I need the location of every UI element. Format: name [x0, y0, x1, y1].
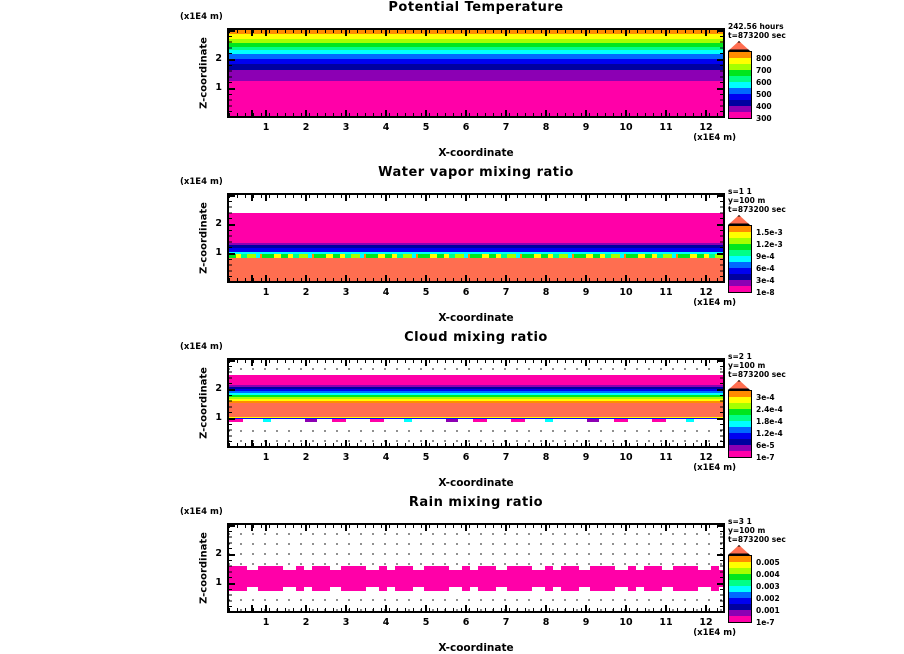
- panel-title: Potential Temperature: [388, 0, 564, 15]
- colorbar-tick-label: 0.005: [756, 557, 780, 567]
- x-tick-label: 10: [619, 617, 633, 628]
- x-tick-label: 1: [262, 452, 270, 463]
- x-axis-unit-label: (x1E4 m): [693, 463, 736, 473]
- contour-band-dots: [229, 525, 723, 566]
- x-tick-label: 9: [582, 617, 590, 628]
- x-axis-unit-label: (x1E4 m): [693, 133, 736, 143]
- x-tick-label: 8: [542, 122, 550, 133]
- colorbar-over-range-triangle: [728, 380, 750, 390]
- x-tick-label: 4: [382, 617, 390, 628]
- z-tick-label: 1: [215, 577, 222, 588]
- x-axis-label: X-coordinate: [438, 642, 514, 654]
- x-tick-label: 6: [462, 122, 470, 133]
- x-tick-label: 7: [502, 617, 510, 628]
- contour-band-magenta: [229, 81, 723, 116]
- contour-band-dots: [229, 360, 723, 375]
- contour-band-dots: [229, 591, 723, 611]
- colorbar-tick-label: 1e-7: [756, 617, 775, 627]
- x-tick-label: 7: [502, 452, 510, 463]
- x-tick-label: 9: [582, 122, 590, 133]
- plot-area: [227, 358, 725, 448]
- colorbar-tick-label: 1e-8: [756, 287, 775, 297]
- contour-band-salmon: [229, 403, 723, 417]
- x-tick-label: 2: [302, 452, 310, 463]
- x-tick-label: 2: [302, 287, 310, 298]
- plot-area: [227, 193, 725, 283]
- x-tick-label: 10: [619, 452, 633, 463]
- z-tick-label: 1: [215, 412, 222, 423]
- x-tick-label: 2: [302, 617, 310, 628]
- z-tick-label: 1: [215, 82, 222, 93]
- x-tick-label: 3: [342, 287, 350, 298]
- x-tick-label: 12: [699, 122, 713, 133]
- panel-title: Cloud mixing ratio: [404, 330, 548, 345]
- x-axis-label: X-coordinate: [438, 477, 514, 489]
- z-axis-unit-label: (x1E4 m): [180, 342, 223, 352]
- x-axis-label: X-coordinate: [438, 147, 514, 159]
- panel-potential-temperature: [0, 0, 904, 165]
- x-tick-label: 11: [659, 452, 673, 463]
- contour-band-violet: [229, 70, 723, 81]
- colorbar: [728, 41, 818, 123]
- x-tick-label: 3: [342, 122, 350, 133]
- legend-line: t=873200 sec: [728, 535, 786, 544]
- contour-band-white: [229, 195, 723, 213]
- colorbar-bands: [728, 555, 752, 623]
- x-axis-label: X-coordinate: [438, 312, 514, 324]
- x-tick-label: 4: [382, 122, 390, 133]
- panel-title: Water vapor mixing ratio: [378, 165, 574, 180]
- x-tick-label: 6: [462, 287, 470, 298]
- colorbar-tick-label: 400: [756, 101, 772, 111]
- colorbar-tick-label: 800: [756, 53, 772, 63]
- legend-line: t=873200 sec: [728, 370, 786, 379]
- colorbar-tick-label: 0.004: [756, 569, 780, 579]
- x-tick-label: 11: [659, 287, 673, 298]
- legend-line: t=873200 sec: [728, 205, 786, 214]
- z-tick-label: 1: [215, 247, 222, 258]
- x-tick-label: 11: [659, 122, 673, 133]
- x-tick-label: 10: [619, 287, 633, 298]
- x-tick-label: 8: [542, 452, 550, 463]
- legend-line: t=873200 sec: [728, 31, 786, 40]
- z-tick-label: 2: [215, 218, 222, 229]
- colorbar: [728, 380, 818, 462]
- x-tick-label: 12: [699, 617, 713, 628]
- x-tick-label: 5: [422, 122, 430, 133]
- colorbar-legend: [728, 517, 818, 627]
- z-tick-label: 2: [215, 383, 222, 394]
- x-tick-label: 9: [582, 287, 590, 298]
- colorbar-tick-label: 500: [756, 89, 772, 99]
- colorbar-legend: [728, 22, 818, 123]
- colorbar-tick-label: 3e-4: [756, 392, 775, 402]
- z-tick-label: 2: [215, 53, 222, 64]
- contour-band-dots: [229, 422, 723, 446]
- x-tick-label: 4: [382, 452, 390, 463]
- z-axis-label: Z-coordinate: [198, 367, 210, 439]
- contour-band-salmon: [229, 258, 723, 281]
- colorbar-tick-label: 6e-4: [756, 263, 775, 273]
- x-tick-label: 4: [382, 287, 390, 298]
- x-tick-label: 3: [342, 452, 350, 463]
- colorbar-tick-label: 6e-5: [756, 440, 775, 450]
- contour-band-magenta: [229, 570, 723, 587]
- colorbar: [728, 545, 818, 627]
- x-tick-label: 6: [462, 452, 470, 463]
- x-tick-label: 10: [619, 122, 633, 133]
- legend-line: s=3 1: [728, 517, 752, 526]
- panel-title: Rain mixing ratio: [408, 495, 544, 510]
- legend-line: y=100 m: [728, 526, 766, 535]
- x-tick-label: 6: [462, 617, 470, 628]
- colorbar-over-range-triangle: [728, 545, 750, 555]
- x-tick-label: 1: [262, 617, 270, 628]
- colorbar-tick-label: 1.2e-4: [756, 428, 783, 438]
- colorbar-legend: [728, 187, 818, 297]
- colorbar-tick-label: 0.002: [756, 593, 780, 603]
- colorbar-tick-label: 300: [756, 113, 772, 123]
- x-tick-label: 8: [542, 287, 550, 298]
- contour-band-magenta: [229, 213, 723, 243]
- x-tick-label: 9: [582, 452, 590, 463]
- x-tick-label: 11: [659, 617, 673, 628]
- legend-line: s=2 1: [728, 352, 752, 361]
- x-tick-label: 12: [699, 452, 713, 463]
- x-tick-label: 8: [542, 617, 550, 628]
- colorbar-legend: [728, 352, 818, 462]
- z-axis-label: Z-coordinate: [198, 532, 210, 604]
- colorbar-bands: [728, 225, 752, 293]
- colorbar-over-range-triangle: [728, 41, 750, 51]
- colorbar-tick-label: 9e-4: [756, 251, 775, 261]
- panel-cloud-mixing-ratio: [0, 330, 904, 495]
- colorbar-tick-label: 0.003: [756, 581, 780, 591]
- colorbar-band-magenta: [729, 286, 751, 292]
- x-axis-unit-label: (x1E4 m): [693, 298, 736, 308]
- colorbar-tick-label: 700: [756, 65, 772, 75]
- x-tick-label: 3: [342, 617, 350, 628]
- colorbar-tick-label: 1e-7: [756, 452, 775, 462]
- panel-rain-mixing-ratio: [0, 495, 904, 654]
- colorbar-band-magenta: [729, 616, 751, 622]
- colorbar-bands: [728, 51, 752, 119]
- x-tick-label: 5: [422, 617, 430, 628]
- x-tick-label: 12: [699, 287, 713, 298]
- colorbar-band-magenta: [729, 451, 751, 457]
- colorbar-band-magenta: [729, 112, 751, 118]
- z-axis-unit-label: (x1E4 m): [180, 177, 223, 187]
- colorbar-tick-label: 1.8e-4: [756, 416, 783, 426]
- plot-area: [227, 28, 725, 118]
- colorbar-tick-label: 2.4e-4: [756, 404, 783, 414]
- colorbar-bands: [728, 390, 752, 458]
- x-tick-label: 2: [302, 122, 310, 133]
- colorbar: [728, 215, 818, 297]
- colorbar-over-range-triangle: [728, 215, 750, 225]
- x-tick-label: 7: [502, 287, 510, 298]
- panel-water-vapor-mixing-ratio: [0, 165, 904, 330]
- colorbar-tick-label: 1.5e-3: [756, 227, 783, 237]
- z-axis-label: Z-coordinate: [198, 202, 210, 274]
- x-tick-label: 5: [422, 452, 430, 463]
- z-axis-unit-label: (x1E4 m): [180, 12, 223, 22]
- legend-line: s=1 1: [728, 187, 752, 196]
- colorbar-tick-label: 0.001: [756, 605, 780, 615]
- colorbar-tick-label: 1.2e-3: [756, 239, 783, 249]
- x-tick-label: 7: [502, 122, 510, 133]
- colorbar-tick-label: 600: [756, 77, 772, 87]
- x-tick-label: 5: [422, 287, 430, 298]
- z-axis-label: Z-coordinate: [198, 37, 210, 109]
- x-tick-label: 1: [262, 122, 270, 133]
- z-axis-unit-label: (x1E4 m): [180, 507, 223, 517]
- contour-band-magenta: [229, 375, 723, 385]
- z-tick-label: 2: [215, 548, 222, 559]
- colorbar-tick-label: 3e-4: [756, 275, 775, 285]
- legend-line: 242.56 hours: [728, 22, 784, 31]
- x-axis-unit-label: (x1E4 m): [693, 628, 736, 638]
- legend-line: y=100 m: [728, 361, 766, 370]
- x-tick-label: 1: [262, 287, 270, 298]
- plot-area: [227, 523, 725, 613]
- legend-line: y=100 m: [728, 196, 766, 205]
